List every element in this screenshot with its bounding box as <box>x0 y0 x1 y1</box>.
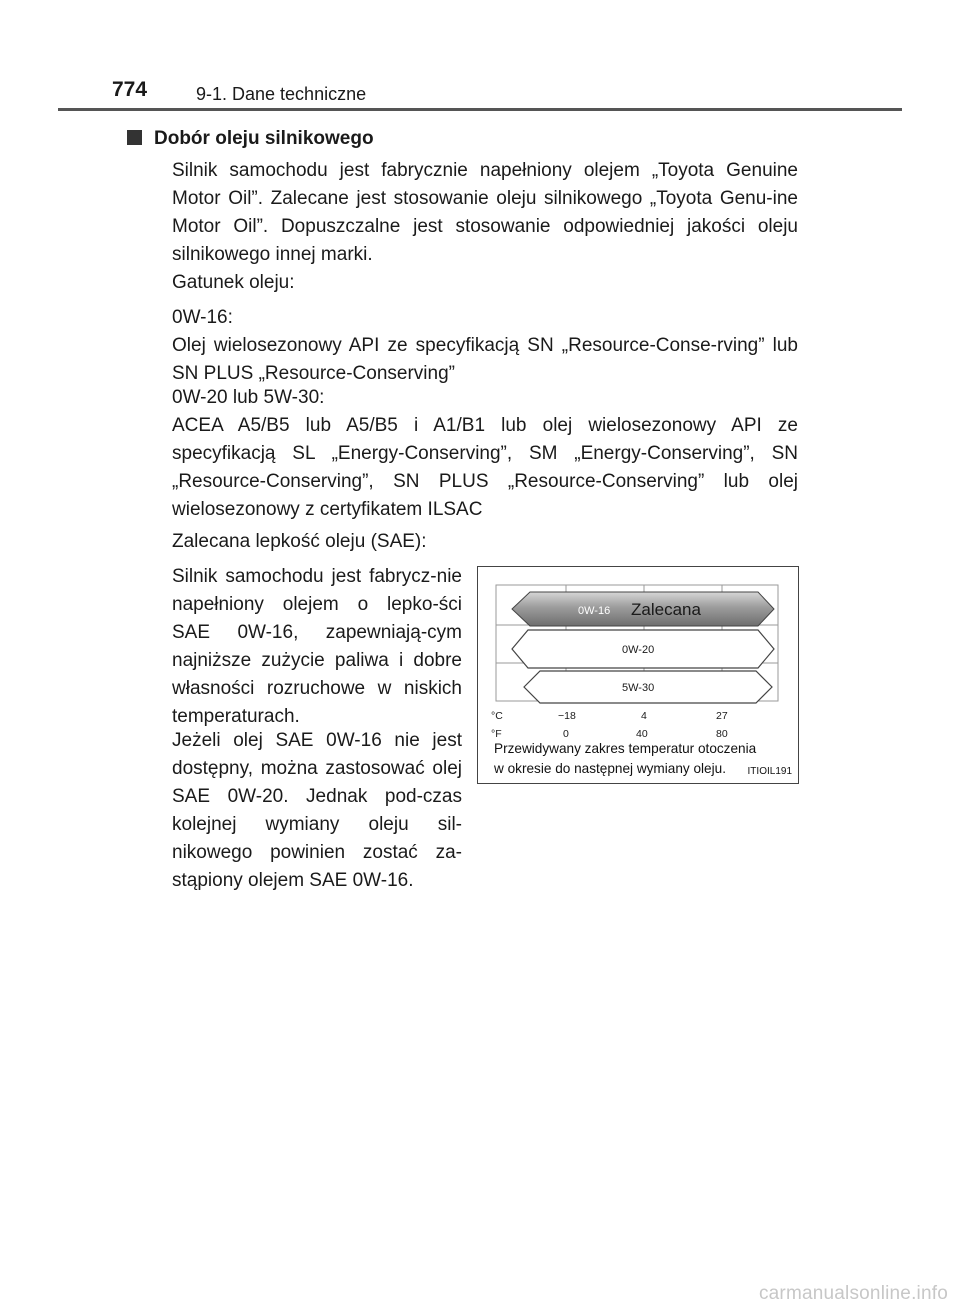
fahrenheit-tick: 0 <box>563 728 569 740</box>
celsius-tick: 4 <box>641 710 647 722</box>
heading-text: Dobór oleju silnikowego <box>154 128 374 149</box>
page-number: 774 <box>112 78 148 101</box>
bar-0w16-label: Zalecana <box>631 600 701 619</box>
section-title: 9-1. Dane techniczne <box>196 84 367 104</box>
viscosity-temperature-chart <box>477 566 799 784</box>
fahrenheit-tick: 40 <box>636 728 648 740</box>
fahrenheit-unit: °F <box>491 728 502 740</box>
grade-0w20-text: ACEA A5/B5 lub A5/B5 i A1/B1 lub olej wielosezonowy API ze specyfikacją SL „Energy-Conserving”, SM „Energy-Conserving”, SN „Resource-Conserving”, SN PLUS „Resource-Conserving” lub olej wielosezonowy z certyfikatem ILSAC <box>172 415 798 520</box>
fahrenheit-tick: 80 <box>716 728 728 740</box>
section-heading <box>127 128 374 150</box>
square-bullet-icon <box>127 130 142 145</box>
header-divider <box>58 108 902 111</box>
grade-0w16-title: 0W-16: <box>172 307 233 328</box>
viscosity-label: Zalecana lepkość oleju (SAE): <box>172 531 427 552</box>
figure-caption <box>494 739 756 779</box>
bar-0w20-grade: 0W-20 <box>622 644 655 656</box>
page-header <box>0 0 960 112</box>
bar-0w16-grade: 0W-16 <box>578 605 611 617</box>
caption-line: Przewidywany zakres temperatur otoczenia <box>494 741 757 756</box>
caption-line: w okresie do następnej wymiany oleju. <box>494 761 726 776</box>
viscosity-text: Silnik samochodu jest fabrycz-nie napełniony olejem o lepko-ści SAE 0W-16, zapewniają-cym najniższe zużycie paliwa i dobre własności rozruchowe w niskich temperaturach. <box>172 566 462 727</box>
celsius-unit: °C <box>491 710 503 722</box>
grade-0w16-text: Olej wielosezonowy API ze specyfikacją SN „Resource-Conse-rving” lub SN PLUS „Resource-Conserving” <box>172 335 798 384</box>
celsius-tick: −18 <box>558 710 576 722</box>
bar-5w30-grade: 5W-30 <box>622 682 655 694</box>
celsius-tick: 27 <box>716 710 728 722</box>
alternative-text: Jeżeli olej SAE 0W-16 nie jest dostępny, można zastosować olej SAE 0W-20. Jednak pod-czas kolejnej wymiany oleju sil-nikowego powinien zostać za-stąpiony olejem SAE 0W-16. <box>172 730 462 891</box>
watermark: carmanualsonline.info <box>758 1283 948 1304</box>
intro-paragraph: Silnik samochodu jest fabrycznie napełniony olejem „Toyota Genuine Motor Oil”. Zalecane jest stosowanie oleju silnikowego „Toyota Genu-ine Motor Oil”. Dopuszczalne jest stosowanie odpowiedniej jakości oleju silnikowego innej marki. <box>172 160 798 265</box>
grade-0w20-title: 0W-20 lub 5W-30: <box>172 387 325 408</box>
grade-label: Gatunek oleju: <box>172 272 295 293</box>
figure-code: ITIOIL191 <box>747 766 792 777</box>
